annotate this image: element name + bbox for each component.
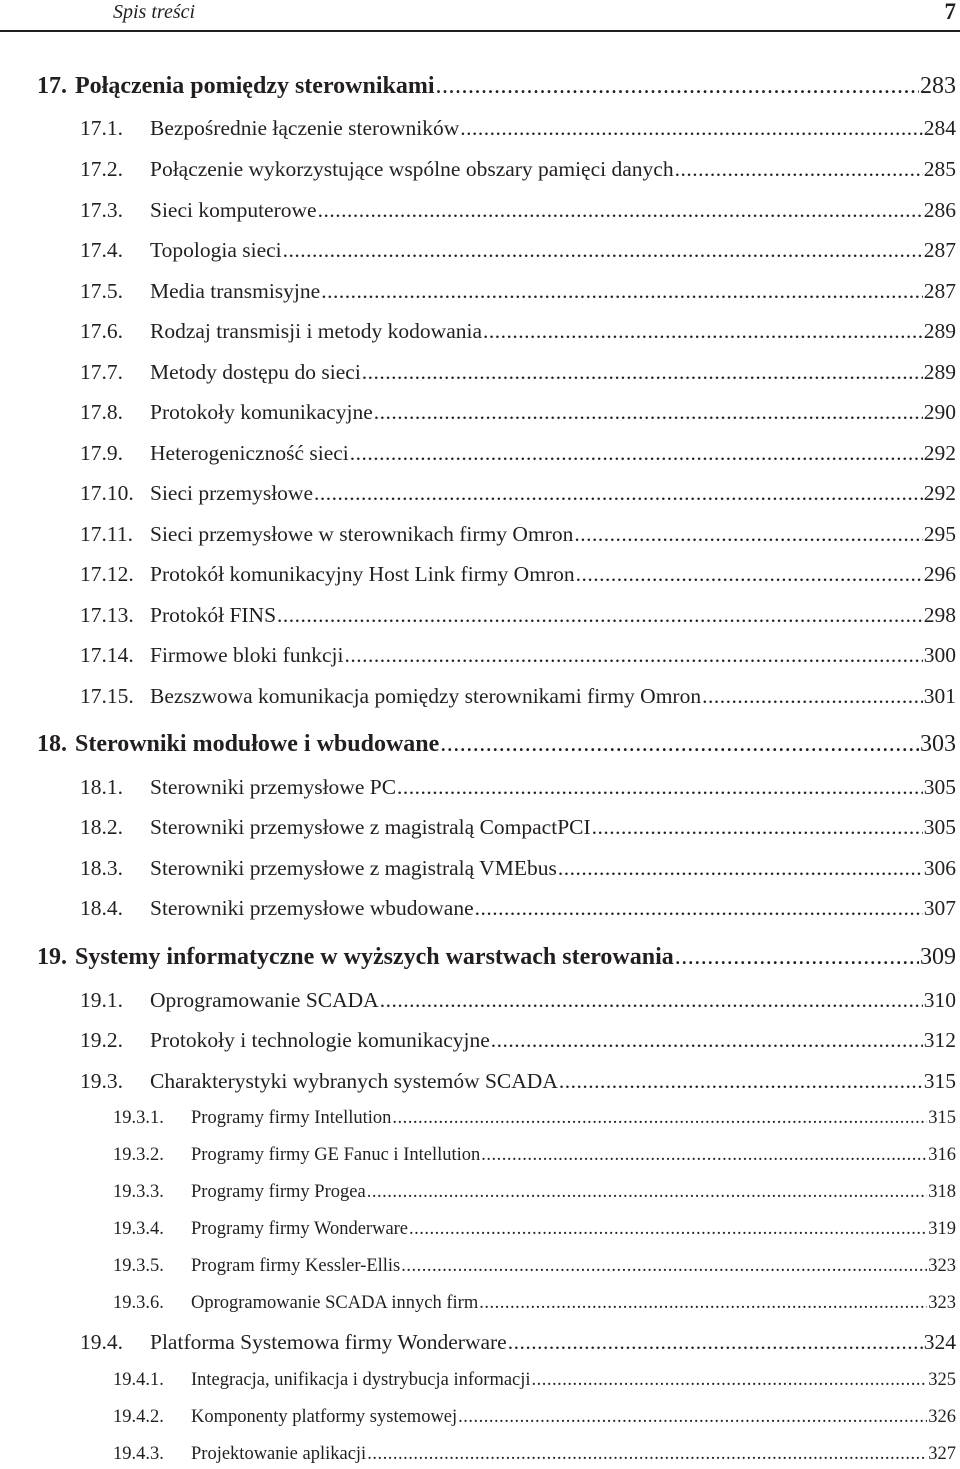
dot-leader [479, 1294, 927, 1313]
toc-entry-page: 290 [923, 400, 956, 424]
toc-entry-title: Media transmisyjne [150, 279, 321, 303]
toc-entry-number: 19.3.4. [113, 1219, 164, 1239]
dot-leader [380, 990, 923, 1012]
toc-entry[interactable] [113, 1146, 956, 1165]
toc-entry-page: 295 [923, 522, 956, 546]
toc-entry-title: Metody dostępu do sieci [150, 360, 361, 384]
toc-entry-page: 286 [923, 198, 956, 222]
toc-entry-number: 17.14. [80, 643, 134, 667]
toc-entry[interactable] [80, 159, 956, 181]
toc-entry-page: 312 [923, 1028, 956, 1052]
toc-entry-number: 17.15. [80, 684, 134, 708]
dot-leader [532, 1371, 928, 1390]
toc-entry-title: Rodzaj transmisji i metody kodowania [150, 319, 483, 343]
page-header [0, 0, 960, 32]
dot-leader [460, 118, 923, 140]
toc-entry[interactable] [80, 1030, 956, 1052]
toc-entry-page: 323 [928, 1256, 956, 1276]
toc-entry-page: 305 [923, 775, 956, 799]
toc-entry[interactable] [113, 1371, 956, 1390]
toc-entry-page: 292 [923, 481, 956, 505]
toc-entry-number: 17. [37, 73, 67, 99]
dot-leader [440, 732, 919, 756]
toc-entry-number: 19.3.1. [113, 1108, 164, 1128]
toc-entry-page: 301 [923, 684, 956, 708]
dot-leader [374, 402, 923, 424]
toc-entry-page: 325 [928, 1370, 956, 1390]
toc-entry-page: 324 [923, 1330, 956, 1354]
dot-leader [367, 1183, 928, 1202]
toc-entry[interactable] [80, 898, 956, 920]
dot-leader [344, 645, 922, 667]
dot-leader [321, 281, 923, 303]
toc-entry-number: 17.9. [80, 441, 123, 465]
toc-entry-number: 19.3.3. [113, 1182, 164, 1202]
dot-leader [481, 1146, 927, 1165]
toc-entry-number: 17.10. [80, 481, 134, 505]
toc-entry-page: 287 [923, 238, 956, 262]
toc-entry[interactable] [113, 1408, 956, 1427]
toc-entry-title: Sterowniki przemysłowe wbudowane [150, 896, 474, 920]
toc-entry-number: 17.12. [80, 562, 134, 586]
toc-entry[interactable] [80, 777, 956, 799]
toc-entry-title: Protokół FINS [150, 603, 277, 627]
dot-leader [401, 1257, 927, 1276]
toc-entry-number: 17.1. [80, 116, 123, 140]
toc-entry-number: 17.4. [80, 238, 123, 262]
dot-leader [436, 74, 919, 98]
toc-entry-number: 17.8. [80, 400, 123, 424]
toc-entry[interactable] [80, 200, 956, 222]
toc-entry-page: 323 [928, 1293, 956, 1313]
dot-leader [559, 1071, 923, 1093]
dot-leader [367, 1445, 927, 1464]
dot-leader [675, 945, 919, 969]
toc-entry-number: 19.4.1. [113, 1370, 164, 1390]
toc-entry-page: 284 [923, 116, 956, 140]
toc-entry-page: 298 [923, 603, 956, 627]
toc-entry[interactable] [80, 645, 956, 667]
toc-entry-title: Projektowanie aplikacji [191, 1444, 367, 1464]
toc-entry-title: Bezpośrednie łączenie sterowników [150, 116, 460, 140]
toc-entry-number: 18. [37, 731, 67, 757]
toc-entry-title: Oprogramowanie SCADA innych firm [191, 1293, 479, 1313]
toc-entry-page: 315 [923, 1069, 956, 1093]
toc-entry-title: Topologia sieci [150, 238, 282, 262]
toc-entry-number: 17.13. [80, 603, 134, 627]
dot-leader [558, 858, 923, 880]
toc-entry[interactable] [80, 1071, 956, 1093]
toc-entry-page: 315 [928, 1108, 956, 1128]
toc-entry-title: Programy firmy GE Fanuc i Intellution [191, 1145, 481, 1165]
toc-entry-number: 19.4. [80, 1330, 123, 1354]
toc-entry-title: Firmowe bloki funkcji [150, 643, 344, 667]
dot-leader [362, 362, 923, 384]
toc-entry-title: Protokoły i technologie komunikacyjne [150, 1028, 490, 1052]
toc-entry[interactable] [113, 1257, 956, 1276]
toc-entry[interactable] [80, 990, 956, 1012]
toc-entry-number: 18.3. [80, 856, 123, 880]
toc-entry[interactable] [80, 483, 956, 505]
dot-leader [592, 817, 923, 839]
toc-entry-page: 305 [923, 815, 956, 839]
toc-entry[interactable] [80, 321, 956, 343]
dot-leader [283, 240, 923, 262]
toc-entry-title: Komponenty platformy systemowej [191, 1407, 458, 1427]
toc-entry[interactable] [37, 945, 956, 969]
toc-entry-number: 19.1. [80, 988, 123, 1012]
toc-entry[interactable] [80, 858, 956, 880]
dot-leader [675, 159, 923, 181]
toc-entry-title: Oprogramowanie SCADA [150, 988, 379, 1012]
toc-entry-page: 318 [928, 1182, 956, 1202]
dot-leader [350, 443, 923, 465]
toc-entry[interactable] [80, 817, 956, 839]
toc-entry-number: 19.4.2. [113, 1407, 164, 1427]
toc-entry-page: 303 [920, 731, 956, 757]
dot-leader [277, 605, 923, 627]
toc-entry-page: 307 [923, 896, 956, 920]
toc-entry[interactable] [80, 1332, 956, 1354]
dot-leader [314, 483, 923, 505]
toc-entry-title: Sterowniki modułowe i wbudowane [75, 731, 440, 757]
toc-entry-title: Sterowniki przemysłowe PC [150, 775, 397, 799]
toc-entry-title: Heterogeniczność sieci [150, 441, 349, 465]
toc-entry-title: Charakterystyki wybranych systemów SCADA [150, 1069, 558, 1093]
dot-leader [318, 200, 923, 222]
toc-entry-page: 309 [920, 944, 956, 970]
toc-entry-number: 17.11. [80, 522, 133, 546]
page-number: 7 [944, 0, 956, 24]
toc-entry[interactable] [113, 1445, 956, 1464]
toc-entry-page: 326 [928, 1407, 956, 1427]
toc-entry-number: 19.2. [80, 1028, 123, 1052]
toc-entry-page: 296 [923, 562, 956, 586]
toc-entry-number: 19.3.2. [113, 1145, 164, 1165]
toc-entry-page: 319 [928, 1219, 956, 1239]
toc-entry-title: Sieci przemysłowe [150, 481, 313, 505]
toc-entry-number: 18.1. [80, 775, 123, 799]
dot-leader [458, 1408, 927, 1427]
dot-leader [397, 777, 923, 799]
toc-entry-title: Programy firmy Intellution [191, 1108, 392, 1128]
toc-entry-number: 18.4. [80, 896, 123, 920]
toc-entry[interactable] [80, 362, 956, 384]
dot-leader [702, 686, 923, 708]
toc-entry-title: Połączenie wykorzystujące wspólne obszary pamięci danych [150, 157, 674, 181]
dot-leader [491, 1030, 923, 1052]
toc-entry-title: Integracja, unifikacja i dystrybucja informacji [191, 1370, 531, 1390]
toc-entry-page: 316 [928, 1145, 956, 1165]
toc-entry[interactable] [80, 524, 956, 546]
toc-entry[interactable] [113, 1109, 956, 1128]
toc-entry[interactable] [80, 240, 956, 262]
toc-entry-page: 310 [923, 988, 956, 1012]
toc-entry[interactable] [37, 74, 956, 98]
toc-entry-title: Sterowniki przemysłowe z magistralą CompactPCI [150, 815, 591, 839]
toc-entry-number: 17.2. [80, 157, 123, 181]
toc-entry-page: 289 [923, 360, 956, 384]
toc-entry-title: Połączenia pomiędzy sterownikami [75, 73, 435, 99]
toc-entry-page: 285 [923, 157, 956, 181]
toc-entry-title: Protokoły komunikacyjne [150, 400, 373, 424]
toc-entry-title: Programy firmy Wonderware [191, 1219, 409, 1239]
toc-entry[interactable] [80, 118, 956, 140]
toc-entry-page: 289 [923, 319, 956, 343]
toc-entry-title: Bezszwowa komunikacja pomiędzy sterownikami firmy Omron [150, 684, 702, 708]
toc-entry[interactable] [113, 1294, 956, 1313]
toc-entry[interactable] [80, 443, 956, 465]
toc-entry-number: 17.3. [80, 198, 123, 222]
toc-entry-title: Platforma Systemowa firmy Wonderware [150, 1330, 507, 1354]
toc-entry-number: 17.7. [80, 360, 123, 384]
toc-entry-title: Systemy informatyczne w wyższych warstwach sterowania [75, 944, 674, 970]
dot-leader [392, 1109, 927, 1128]
dot-leader [576, 564, 923, 586]
toc-entry-number: 17.6. [80, 319, 123, 343]
toc-entry-page: 292 [923, 441, 956, 465]
toc-entry[interactable] [37, 732, 956, 756]
toc-entry[interactable] [80, 605, 956, 627]
toc-entry-number: 19.3. [80, 1069, 123, 1093]
toc-entry-page: 287 [923, 279, 956, 303]
dot-leader [483, 321, 923, 343]
toc-entry[interactable] [80, 564, 956, 586]
toc-entry-title: Protokół komunikacyjny Host Link firmy Omron [150, 562, 575, 586]
toc-entry-page: 300 [923, 643, 956, 667]
toc-entry[interactable] [80, 686, 956, 708]
toc-entry-number: 19.3.6. [113, 1293, 164, 1313]
toc-entry-page: 327 [928, 1444, 956, 1464]
dot-leader [508, 1332, 923, 1354]
toc-entry-number: 19.4.3. [113, 1444, 164, 1464]
toc-entry-number: 19.3.5. [113, 1256, 164, 1276]
toc-entry[interactable] [113, 1220, 956, 1239]
toc-entry[interactable] [113, 1183, 956, 1202]
toc-entry-number: 18.2. [80, 815, 123, 839]
toc-entry-title: Programy firmy Progea [191, 1182, 366, 1202]
dot-leader [574, 524, 922, 546]
toc-entry-number: 19. [37, 944, 67, 970]
toc-entry-title: Program firmy Kessler-Ellis [191, 1256, 401, 1276]
toc-entry-page: 283 [920, 73, 956, 99]
dot-leader [475, 898, 923, 920]
dot-leader [409, 1220, 927, 1239]
running-title: Spis treści [113, 1, 196, 23]
toc-entry-title: Sieci przemysłowe w sterownikach firmy Omron [150, 522, 574, 546]
toc-entry[interactable] [80, 281, 956, 303]
toc-entry-page: 306 [923, 856, 956, 880]
toc-entry-title: Sterowniki przemysłowe z magistralą VMEbus [150, 856, 557, 880]
toc-entry-number: 17.5. [80, 279, 123, 303]
toc-entry-title: Sieci komputerowe [150, 198, 317, 222]
toc-entry[interactable] [80, 402, 956, 424]
